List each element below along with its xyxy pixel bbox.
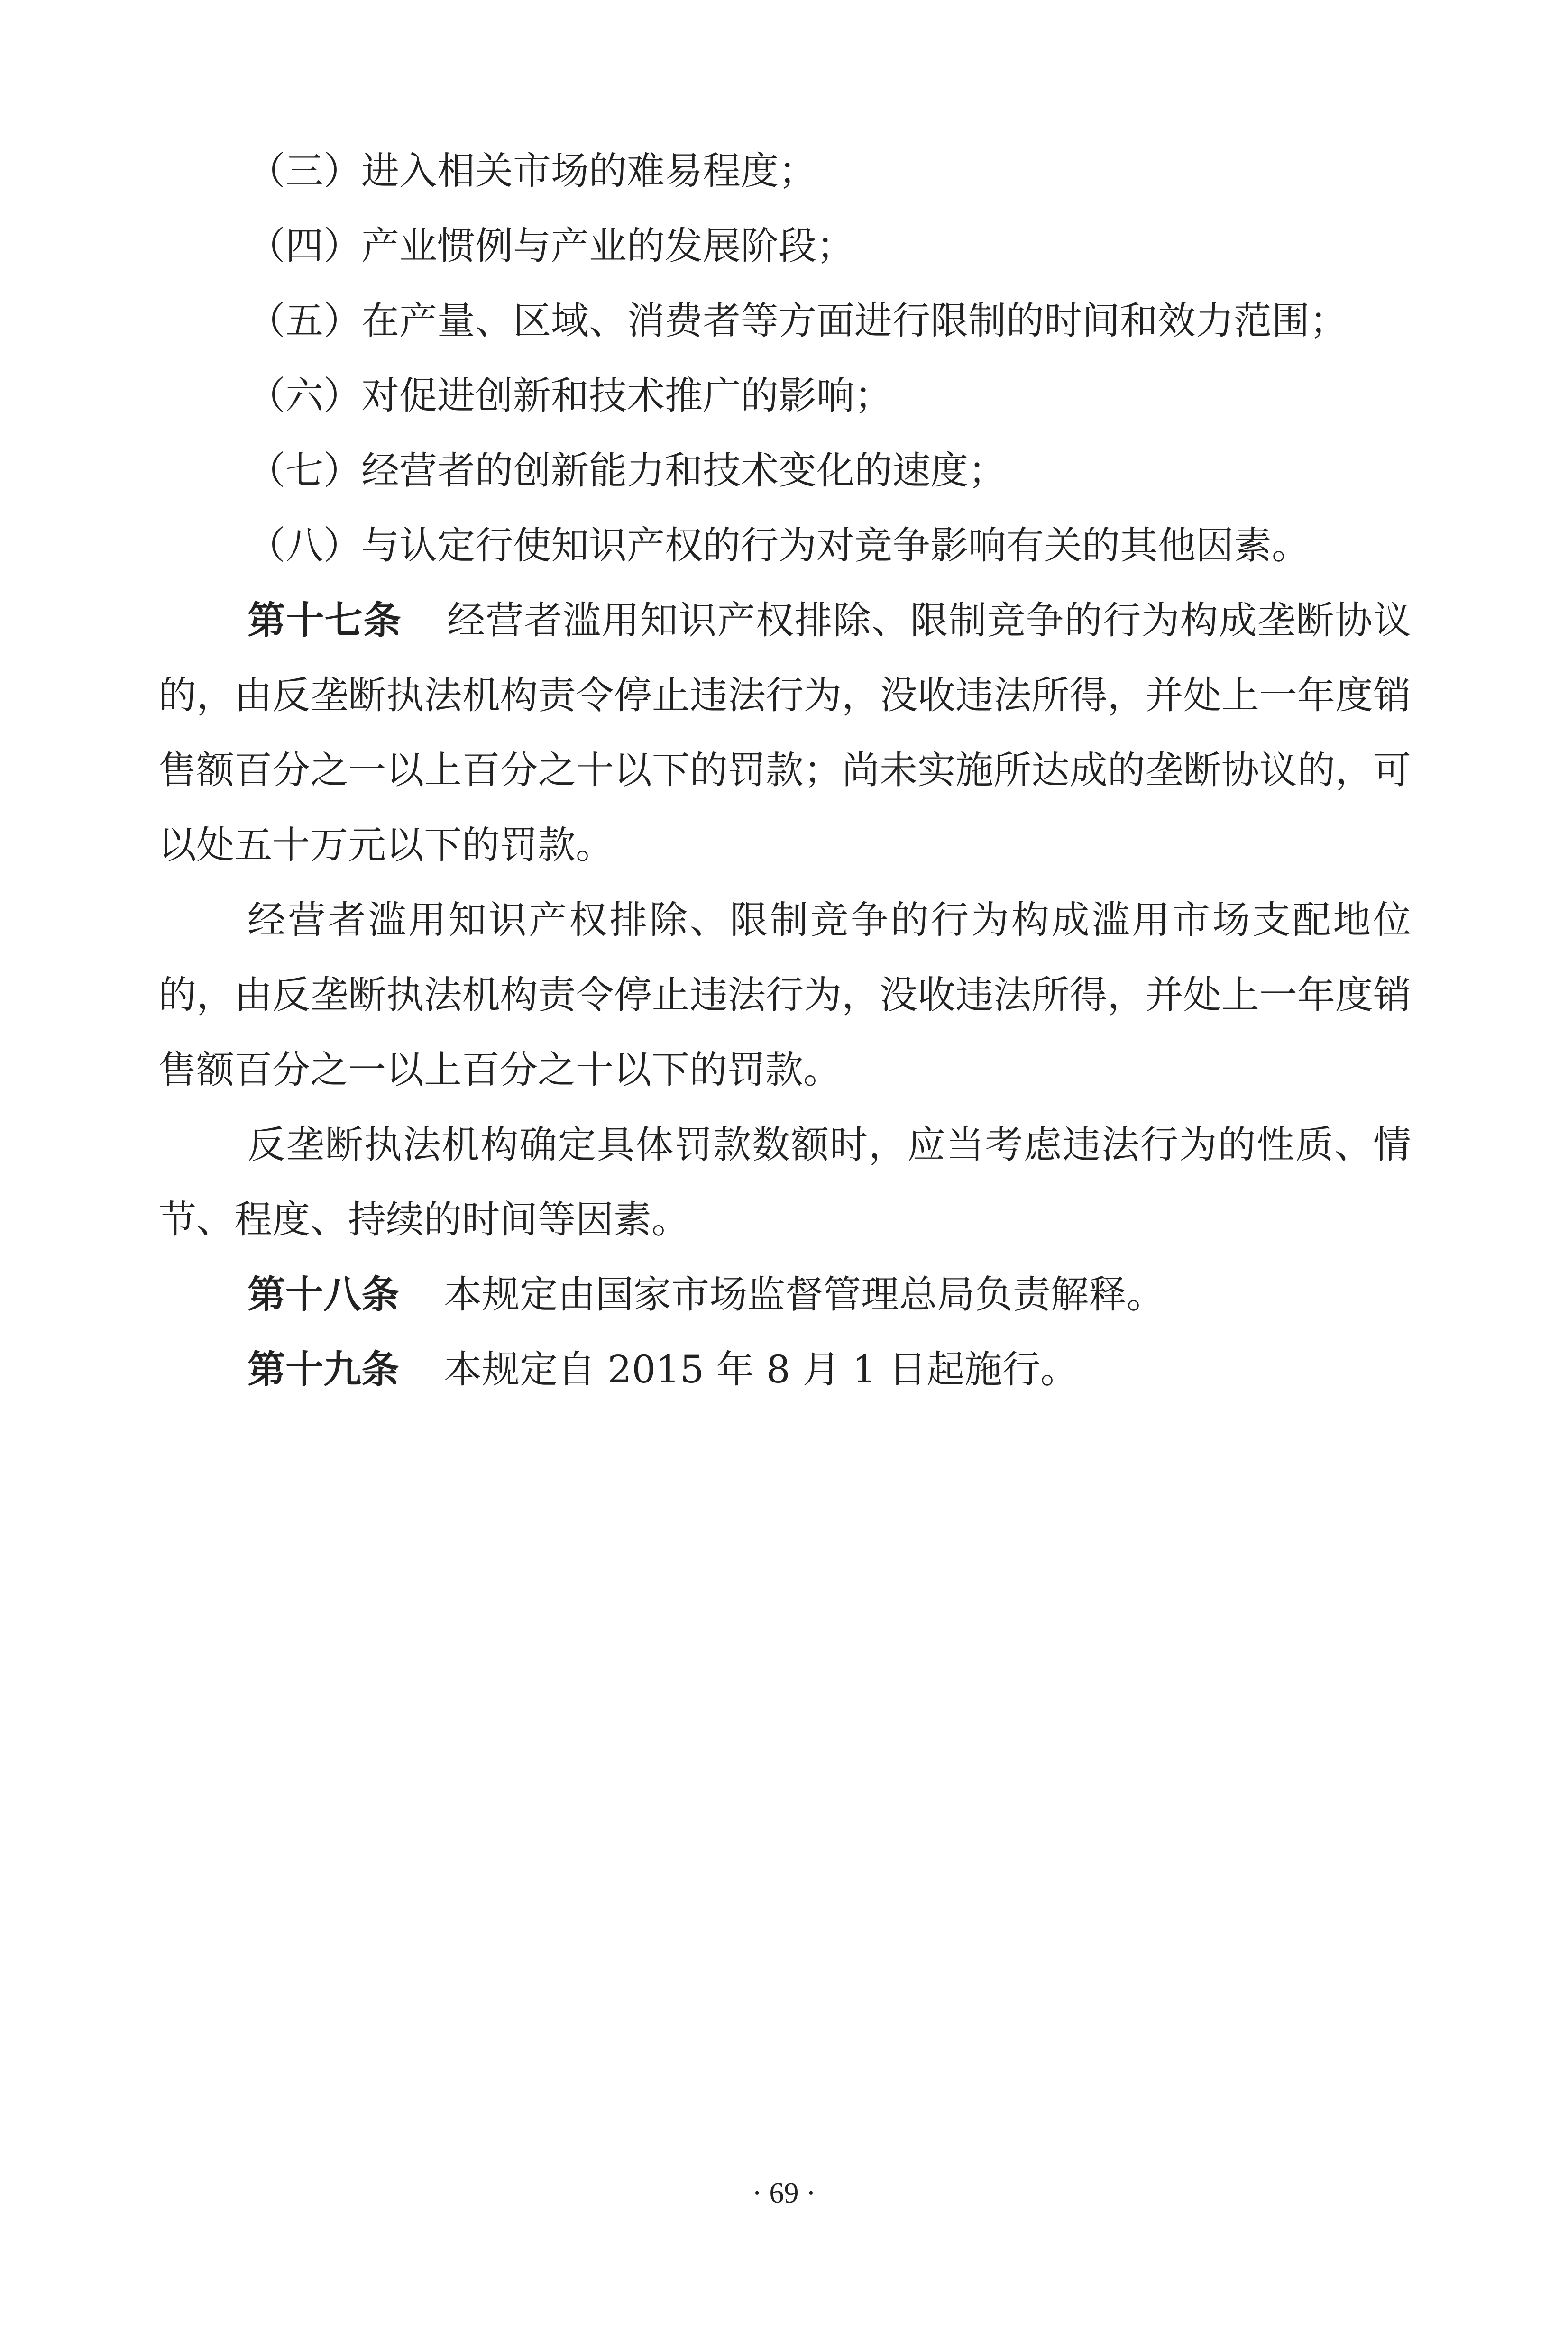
article-19	[158, 1332, 1411, 1407]
article-17-paragraph-2: 经营者滥用知识产权排除、限制竞争的行为构成滥用市场支配地位的，由反垄断执法机构责令停止违法行为，没收违法所得，并处上一年度销售额百分之一以上百分之十以下的罚款。	[158, 898, 1411, 1092]
page-number: · 69 ·	[752, 2177, 816, 2209]
list-item-8: （八）与认定行使知识产权的行为对竞争影响有关的其他因素。	[248, 523, 1310, 567]
list-item-7: （七）经营者的创新能力和技术变化的速度；	[248, 448, 1006, 493]
article-19-text: 本规定自 2015 年 8 月 1 日起施行。	[444, 1347, 1078, 1391]
article-17-paragraph-3: 反垄断执法机构确定具体罚款数额时，应当考虑违法行为的性质、情节、程度、持续的时间等因素。	[158, 1123, 1411, 1242]
list-item-6: （六）对促进创新和技术推广的影响；	[248, 374, 892, 418]
body-text	[158, 134, 1411, 1407]
list-item-5: （五）在产量、区域、消费者等方面进行限制的时间和效力范围；	[248, 299, 1348, 343]
article-18-label: 第十八条	[248, 1272, 399, 1317]
list-item-3: （三）进入相关市场的难易程度；	[248, 149, 816, 193]
article-17-paragraph-1	[158, 583, 1411, 883]
article-18-text: 本规定由国家市场监督管理总局负责解释。	[444, 1272, 1165, 1317]
article-17-text: 经营者滥用知识产权排除、限制竞争的行为构成垄断协议的，由反垄断执法机构责令停止违法行为，没收违法所得，并处上一年度销售额百分之一以上百分之十以下的罚款；尚未实施所达成的垄断协议的，可以处五十万元以下的罚款。	[158, 598, 1412, 867]
article-18	[158, 1257, 1411, 1332]
list-item-4: （四）产业惯例与产业的发展阶段；	[248, 224, 854, 268]
article-19-label: 第十九条	[248, 1347, 399, 1391]
article-17-label: 第十七条	[248, 598, 402, 642]
